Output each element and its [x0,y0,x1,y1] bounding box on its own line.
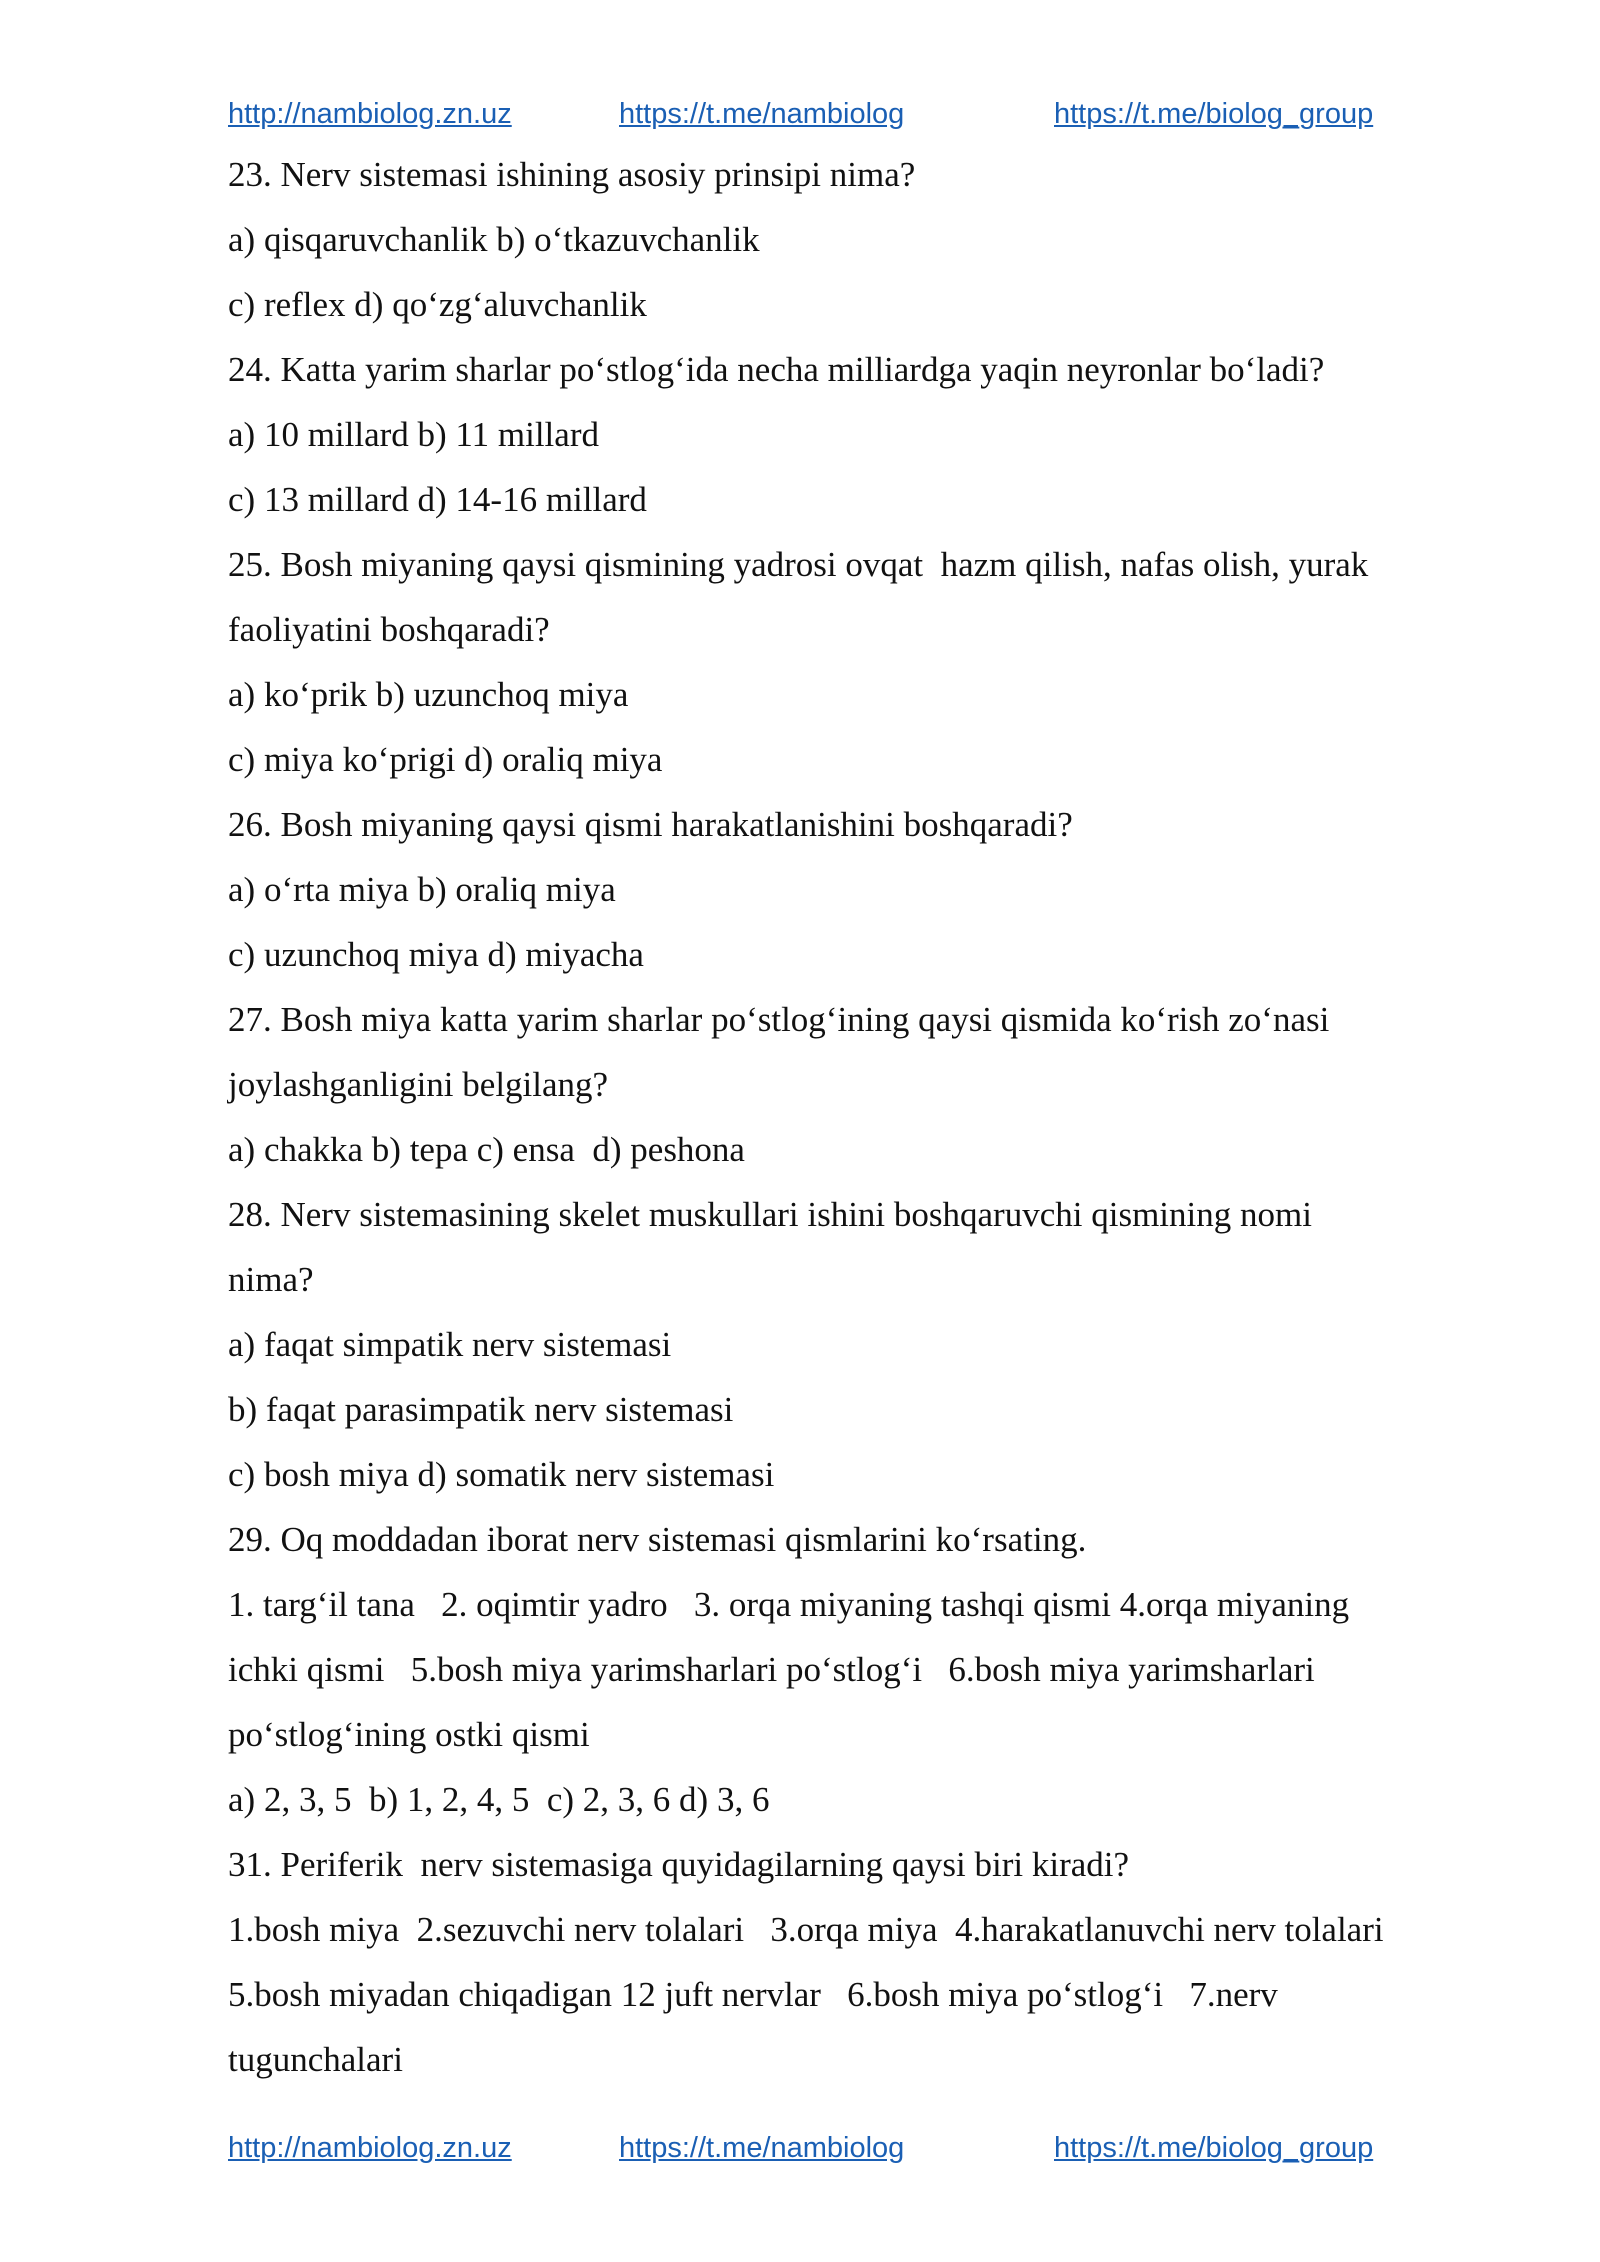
question-28-title-cont: nima? [228,1260,314,1299]
question-31-title: 31. Periferik nerv sistemasiga quyidagilarning qaysi biri kiradi? [228,1845,1130,1884]
footer-link-site[interactable]: http://nambiolog.zn.uz [228,2132,512,2164]
footer-link-telegram-group[interactable]: https://t.me/biolog_group [1054,2132,1374,2164]
question-23-options-ab: a) qisqaruvchanlik b) o‘tkazuvchanlik [228,220,760,259]
question-23-options-cd: c) reflex d) qo‘zg‘aluvchanlik [228,285,647,324]
question-26-options-ab: a) o‘rta miya b) oraliq miya [228,870,616,909]
question-29-options: a) 2, 3, 5 b) 1, 2, 4, 5 c) 2, 3, 6 d) 3, 6 [228,1780,770,1819]
question-25-title-cont: faoliyatini boshqaradi? [228,610,550,649]
question-25-options-ab: a) ko‘prik b) uzunchoq miya [228,675,629,714]
question-27-title-cont: joylashganligini belgilang? [228,1065,609,1104]
question-23-title: 23. Nerv sistemasi ishining asosiy prinsipi nima? [228,155,916,194]
question-29-items: 1. targ‘il tana 2. oqimtir yadro 3. orqa miyaning tashqi qismi 4.orqa miyaning [228,1585,1350,1624]
question-28-option-b: b) faqat parasimpatik nerv sistemasi [228,1390,734,1429]
question-28-options-cd: c) bosh miya d) somatik nerv sistemasi [228,1455,775,1494]
question-28-option-a: a) faqat simpatik nerv sistemasi [228,1325,672,1364]
question-29-items-end: po‘stlog‘ining ostki qismi [228,1715,590,1754]
question-29-items-cont: ichki qismi 5.bosh miya yarimsharlari po‘stlog‘i 6.bosh miya yarimsharlari [228,1650,1315,1689]
question-26-title: 26. Bosh miyaning qaysi qismi harakatlanishini boshqaradi? [228,805,1073,844]
question-27-options: a) chakka b) tepa c) ensa d) peshona [228,1130,745,1169]
header-link-telegram-group[interactable]: https://t.me/biolog_group [1054,98,1374,130]
header-link-site[interactable]: http://nambiolog.zn.uz [228,98,512,130]
question-25-options-cd: c) miya ko‘prigi d) oraliq miya [228,740,663,779]
question-28-title: 28. Nerv sistemasining skelet muskullari ishini boshqaruvchi qismining nomi [228,1195,1312,1234]
question-29-title: 29. Oq moddadan iborat nerv sistemasi qismlarini ko‘rsating. [228,1520,1087,1559]
header-links [228,92,1428,136]
footer-link-telegram-channel[interactable]: https://t.me/nambiolog [619,2132,905,2164]
question-24-options-cd: c) 13 millard d) 14-16 millard [228,480,647,519]
question-25-title: 25. Bosh miyaning qaysi qismining yadrosi ovqat hazm qilish, nafas olish, yurak [228,545,1369,584]
footer-links [228,2126,1428,2170]
question-31-items-end: tugunchalari [228,2040,403,2079]
question-text [228,149,1488,2099]
question-31-items: 1.bosh miya 2.sezuvchi nerv tolalari 3.orqa miya 4.harakatlanuvchi nerv tolalari [228,1910,1384,1949]
question-31-items-cont: 5.bosh miyadan chiqadigan 12 juft nervlar 6.bosh miya po‘stlog‘i 7.nerv [228,1975,1278,2014]
header-link-telegram-channel[interactable]: https://t.me/nambiolog [619,98,905,130]
question-26-options-cd: c) uzunchoq miya d) miyacha [228,935,644,974]
question-24-options-ab: a) 10 millard b) 11 millard [228,415,599,454]
question-27-title: 27. Bosh miya katta yarim sharlar po‘stlog‘ining qaysi qismida ko‘rish zo‘nasi [228,1000,1330,1039]
question-24-title: 24. Katta yarim sharlar po‘stlog‘ida necha milliardga yaqin neyronlar bo‘ladi? [228,350,1325,389]
